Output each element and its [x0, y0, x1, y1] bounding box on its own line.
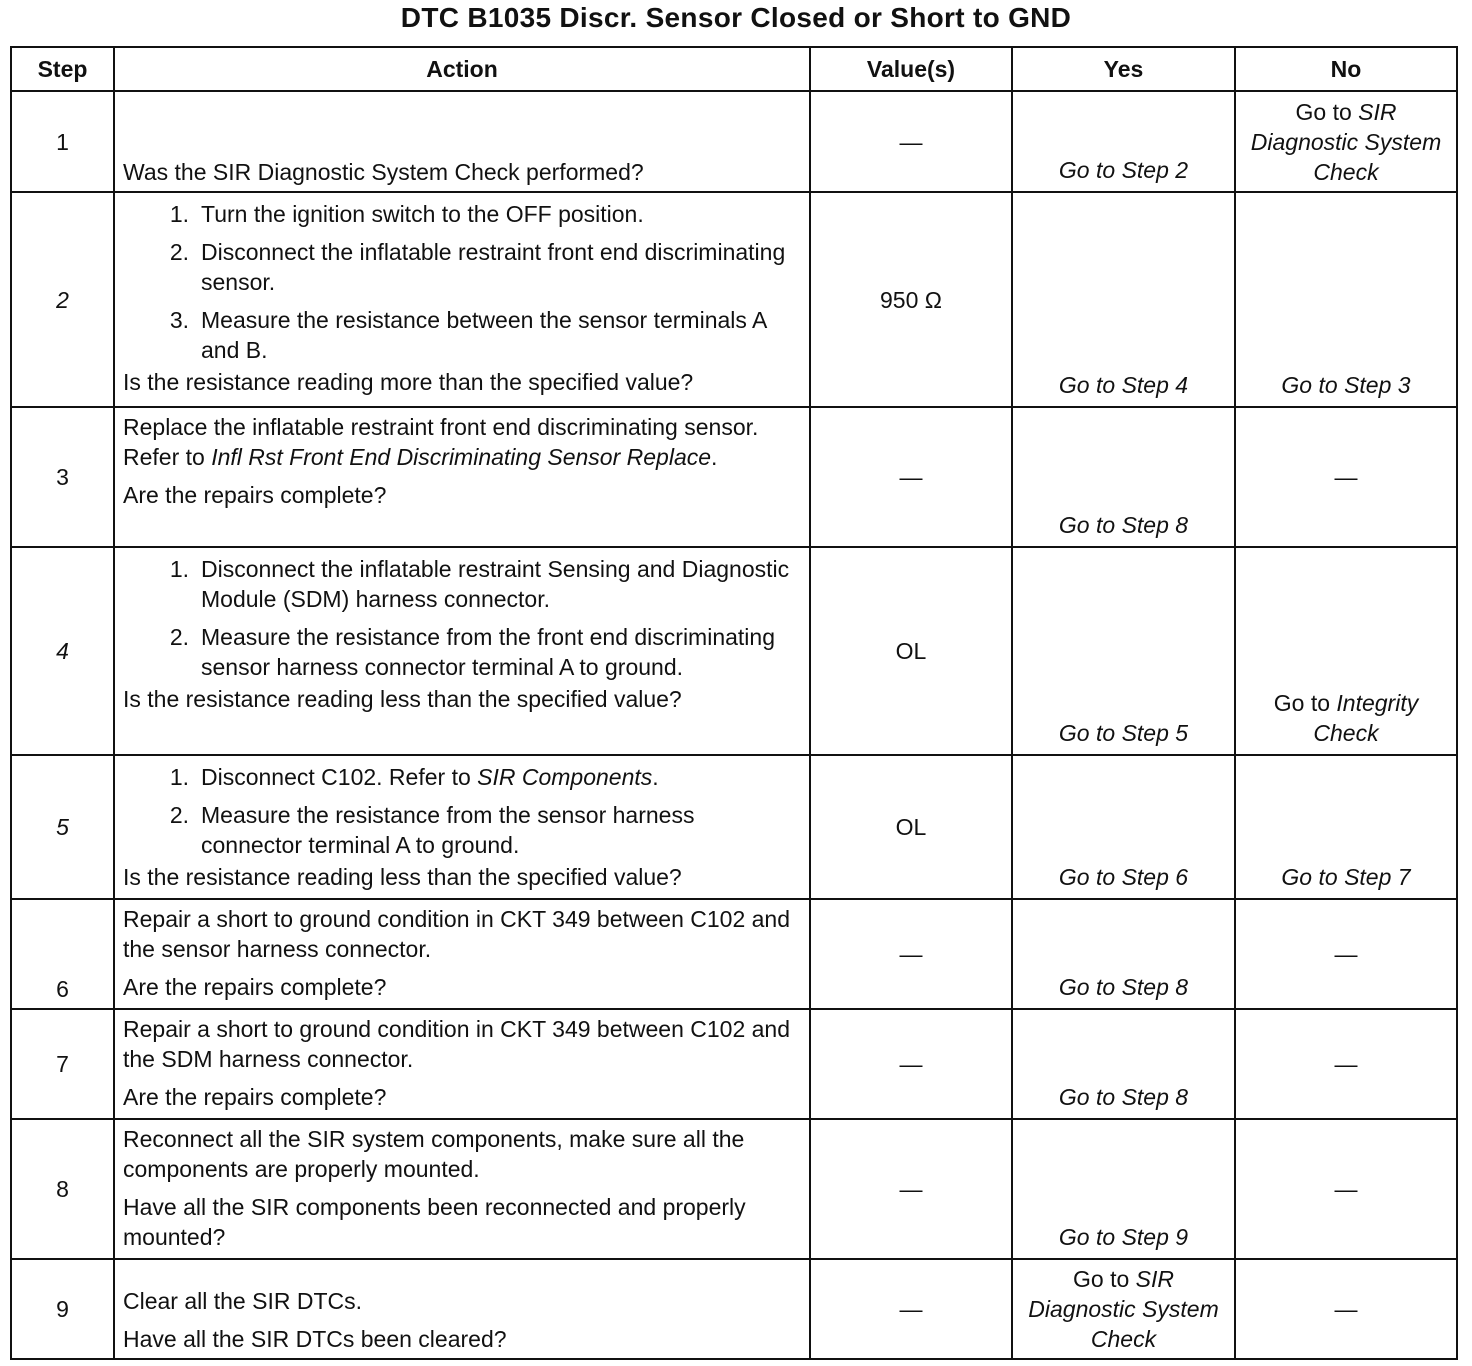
- document-title: DTC B1035 Discr. Sensor Closed or Short to GND: [400, 2, 1072, 33]
- table-row: [11, 1009, 1457, 1119]
- yes-link[interactable]: Go to Step 4: [1012, 192, 1235, 407]
- table-row: [11, 407, 1457, 547]
- table-row: [11, 1119, 1457, 1259]
- step-number: 2: [11, 192, 114, 407]
- yes-link[interactable]: Go to Step 2: [1012, 91, 1235, 192]
- action-item: 3. Measure the resistance between the sensor terminals A and B.: [169, 307, 767, 363]
- action-text: Replace the inflatable restraint front end discriminating sensor. Refer to Infl Rst Front End Discriminating Sensor Replace.: [123, 414, 759, 470]
- yes-link[interactable]: Go to Step 5: [1012, 547, 1235, 755]
- table-row: [11, 192, 1457, 407]
- yes-link[interactable]: Go to Step 8: [1012, 899, 1235, 1009]
- value-cell: OL: [810, 547, 1012, 755]
- value-cell: —: [810, 407, 1012, 547]
- no-link[interactable]: Go to Integrity Check: [1235, 547, 1457, 755]
- action-item: 1. Turn the ignition switch to the OFF position.: [169, 201, 644, 227]
- action-cell: [114, 1009, 810, 1119]
- no-cell: —: [1235, 407, 1457, 547]
- action-cell: [114, 1119, 810, 1259]
- table-row: [11, 547, 1457, 755]
- step-number: 8: [11, 1119, 114, 1259]
- yes-link[interactable]: Go to Step 8: [1012, 1009, 1235, 1119]
- action-item: 1. Disconnect the inflatable restraint Sensing and Diagnostic Module (SDM) harness connector.: [169, 556, 790, 612]
- header-no: No: [1235, 47, 1457, 91]
- step-number: 9: [11, 1259, 114, 1359]
- action-item: 1. Disconnect C102. Refer to SIR Components.: [169, 764, 659, 790]
- action-cell: [114, 755, 810, 899]
- action-text: Repair a short to ground condition in CKT 349 between C102 and the sensor harness connector.: [123, 906, 791, 962]
- action-cell: [114, 91, 810, 192]
- value-cell: —: [810, 1259, 1012, 1359]
- step-number: 1: [11, 91, 114, 192]
- action-question: Is the resistance reading less than the specified value?: [123, 686, 682, 712]
- action-cell: [114, 1259, 810, 1359]
- action-question: Are the repairs complete?: [123, 1084, 387, 1110]
- reference-link[interactable]: SIR Components: [477, 764, 653, 790]
- table-row: [11, 755, 1457, 899]
- value-cell: 950 Ω: [810, 192, 1012, 407]
- diagnostic-table: [10, 46, 1458, 1360]
- no-link[interactable]: Go to Step 7: [1235, 755, 1457, 899]
- table-row: [11, 91, 1457, 192]
- action-question: Is the resistance reading less than the specified value?: [123, 864, 682, 890]
- action-cell: [114, 547, 810, 755]
- yes-link[interactable]: Go to Step 9: [1012, 1119, 1235, 1259]
- header-values: Value(s): [810, 47, 1012, 91]
- no-link[interactable]: Go to SIR Diagnostic System Check: [1235, 91, 1457, 192]
- action-item: 2. Disconnect the inflatable restraint front end discriminating sensor.: [169, 239, 786, 295]
- header-step: Step: [11, 47, 114, 91]
- action-cell: [114, 407, 810, 547]
- action-question: Are the repairs complete?: [123, 482, 387, 508]
- value-cell: —: [810, 899, 1012, 1009]
- action-text: Repair a short to ground condition in CKT 349 between C102 and the SDM harness connector.: [123, 1016, 791, 1072]
- step-number: 4: [11, 547, 114, 755]
- table-row: [11, 899, 1457, 1009]
- action-question: Have all the SIR components been reconnected and properly mounted?: [123, 1194, 746, 1250]
- value-cell: —: [810, 1119, 1012, 1259]
- step-number: 7: [11, 1009, 114, 1119]
- value-cell: —: [810, 1009, 1012, 1119]
- action-question: Was the SIR Diagnostic System Check performed?: [123, 159, 644, 185]
- value-cell: —: [810, 91, 1012, 192]
- action-item: 2. Measure the resistance from the front end discriminating sensor harness connector terminal A to ground.: [169, 624, 775, 680]
- yes-link[interactable]: Go to SIR Diagnostic System Check: [1012, 1259, 1235, 1359]
- no-cell: —: [1235, 1009, 1457, 1119]
- step-number: 5: [11, 755, 114, 899]
- yes-link[interactable]: Go to Step 6: [1012, 755, 1235, 899]
- action-cell: [114, 899, 810, 1009]
- no-link[interactable]: Go to Step 3: [1235, 192, 1457, 407]
- action-question: Are the repairs complete?: [123, 974, 387, 1000]
- action-question: Have all the SIR DTCs been cleared?: [123, 1326, 507, 1352]
- action-text: Clear all the SIR DTCs.: [123, 1288, 363, 1314]
- step-number: 3: [11, 407, 114, 547]
- no-cell: —: [1235, 1119, 1457, 1259]
- no-cell: —: [1235, 899, 1457, 1009]
- header-action: Action: [114, 47, 810, 91]
- action-cell: [114, 192, 810, 407]
- action-question: Is the resistance reading more than the specified value?: [123, 369, 694, 395]
- no-cell: —: [1235, 1259, 1457, 1359]
- action-text: Reconnect all the SIR system components, make sure all the components are properly mounted.: [123, 1126, 745, 1182]
- value-cell: OL: [810, 755, 1012, 899]
- table-header-row: [11, 47, 1457, 91]
- header-yes: Yes: [1012, 47, 1235, 91]
- table-row: [11, 1259, 1457, 1359]
- step-number: 6: [11, 899, 114, 1009]
- yes-link[interactable]: Go to Step 8: [1012, 407, 1235, 547]
- action-item: 2. Measure the resistance from the sensor harness connector terminal A to ground.: [169, 802, 695, 858]
- reference-link[interactable]: Infl Rst Front End Discriminating Sensor Replace: [211, 444, 712, 470]
